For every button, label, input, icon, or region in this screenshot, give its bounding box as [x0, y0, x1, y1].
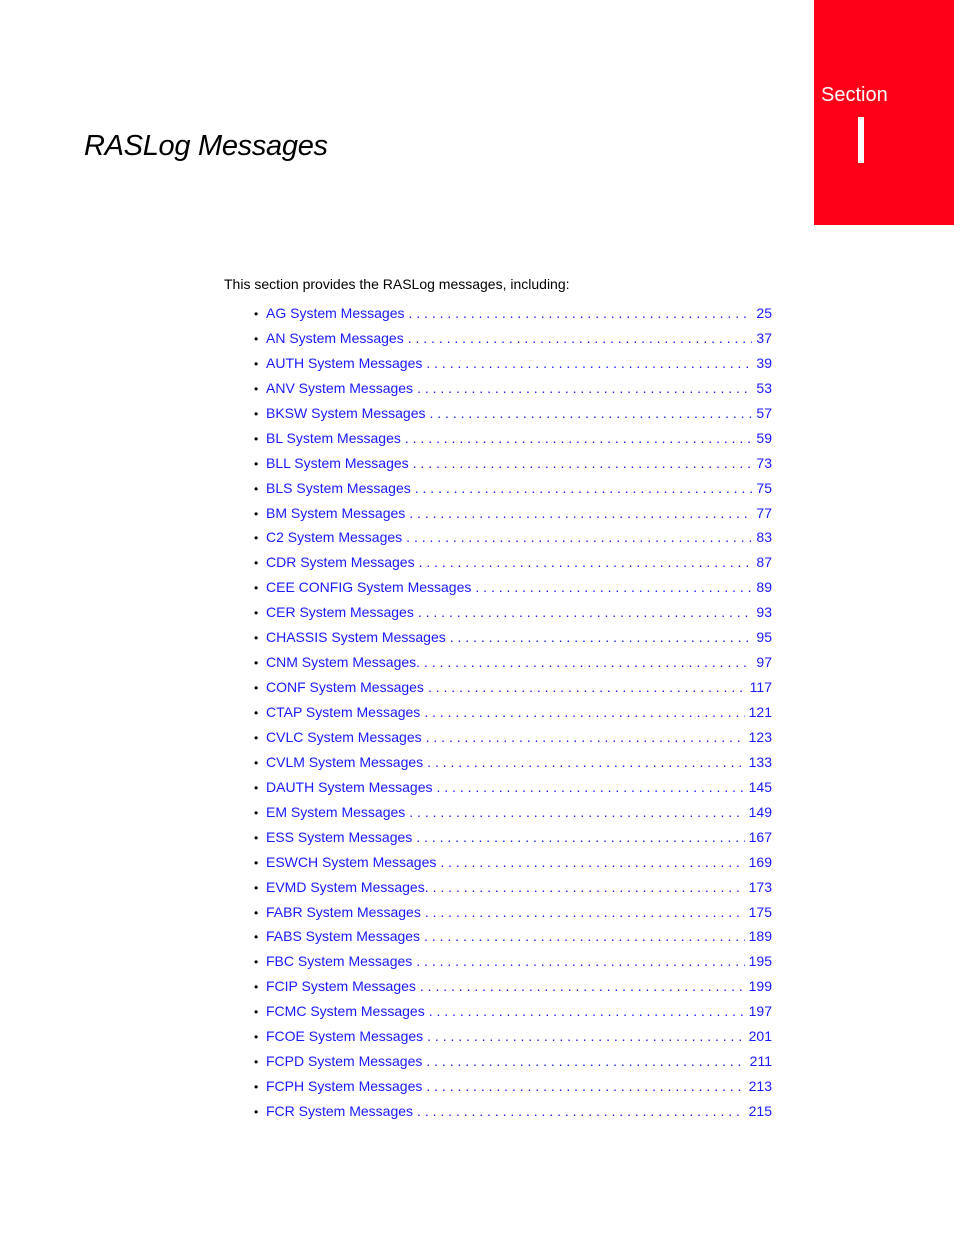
- dot-leader: [415, 478, 753, 498]
- bullet-icon: •: [254, 855, 259, 870]
- toc-link[interactable]: DAUTH System Messages: [266, 778, 433, 795]
- dot-leader: [424, 926, 745, 946]
- toc-link[interactable]: CVLC System Messages: [266, 728, 422, 745]
- toc-page-number[interactable]: 59: [756, 429, 772, 446]
- toc-link[interactable]: BLL System Messages: [266, 454, 409, 471]
- toc-item[interactable]: [254, 702, 772, 727]
- toc-item[interactable]: [254, 902, 772, 927]
- toc-item[interactable]: [254, 478, 772, 503]
- toc-item[interactable]: [254, 677, 772, 702]
- bullet-icon: •: [254, 456, 259, 471]
- dot-leader: [419, 552, 753, 572]
- toc-page-number[interactable]: 39: [756, 354, 772, 371]
- toc-page-number[interactable]: 75: [756, 479, 772, 496]
- toc-list: [254, 303, 772, 1126]
- bullet-icon: •: [254, 506, 259, 521]
- toc-page-number[interactable]: 211: [749, 1053, 772, 1070]
- dot-leader: [426, 1076, 744, 1096]
- bullet-icon: •: [254, 1055, 259, 1070]
- toc-link[interactable]: FCPD System Messages: [266, 1053, 423, 1070]
- bullet-icon: •: [254, 805, 259, 820]
- toc-item[interactable]: [254, 752, 772, 777]
- toc-item[interactable]: [254, 328, 772, 353]
- toc-link[interactable]: CEE CONFIG System Messages: [266, 579, 472, 596]
- toc-item[interactable]: [254, 802, 772, 827]
- toc-item[interactable]: [254, 552, 772, 577]
- toc-link[interactable]: ESWCH System Messages: [266, 853, 437, 870]
- toc-item[interactable]: [254, 303, 772, 328]
- toc-link[interactable]: EVMD System Messages.: [266, 878, 429, 895]
- dot-leader: [475, 577, 752, 597]
- intro-text: This section provides the RASLog messages, including:: [224, 276, 570, 292]
- toc-link[interactable]: FCOE System Messages: [266, 1028, 424, 1045]
- bullet-icon: •: [254, 706, 259, 720]
- bullet-icon: •: [254, 830, 259, 845]
- toc-item[interactable]: [254, 428, 772, 453]
- dot-leader: [409, 503, 752, 523]
- bullet-icon: •: [254, 481, 259, 496]
- toc-page-number[interactable]: 173: [748, 878, 772, 895]
- toc-link[interactable]: FABS System Messages: [266, 928, 421, 945]
- bullet-icon: •: [254, 356, 259, 371]
- toc-item[interactable]: [254, 627, 772, 652]
- toc-link[interactable]: BKSW System Messages: [266, 404, 426, 421]
- toc-item[interactable]: [254, 1076, 772, 1101]
- toc-item[interactable]: [254, 378, 772, 403]
- toc-item[interactable]: [254, 453, 772, 478]
- toc-page-number[interactable]: 145: [748, 778, 772, 795]
- bullet-icon: •: [254, 381, 259, 396]
- bullet-icon: •: [254, 730, 259, 745]
- toc-page-number[interactable]: 213: [748, 1078, 772, 1095]
- bullet-icon: •: [254, 905, 259, 920]
- dot-leader: [405, 428, 753, 448]
- toc-page-number[interactable]: 87: [756, 554, 772, 571]
- bullet-icon: •: [254, 631, 259, 646]
- toc-item[interactable]: [254, 852, 772, 877]
- bullet-icon: •: [254, 681, 259, 696]
- bullet-icon: •: [254, 307, 259, 321]
- bullet-icon: •: [254, 406, 259, 421]
- toc-page-number[interactable]: 25: [756, 305, 772, 321]
- toc-item[interactable]: [254, 353, 772, 378]
- toc-page-number[interactable]: 95: [756, 629, 772, 646]
- dot-leader: [427, 752, 744, 772]
- bullet-icon: •: [254, 531, 259, 546]
- toc-page-number[interactable]: 195: [748, 953, 772, 970]
- toc-item[interactable]: [254, 1051, 772, 1076]
- toc-link[interactable]: AUTH System Messages: [266, 354, 423, 371]
- bullet-icon: •: [254, 1080, 259, 1095]
- toc-item[interactable]: [254, 1101, 772, 1126]
- dot-leader: [413, 453, 753, 473]
- bullet-icon: •: [254, 780, 259, 795]
- dot-leader: [406, 527, 752, 547]
- toc-page-number[interactable]: 77: [756, 504, 772, 521]
- toc-item[interactable]: [254, 503, 772, 528]
- toc-item[interactable]: [254, 577, 772, 602]
- toc-link[interactable]: BL System Messages: [266, 429, 401, 446]
- bullet-icon: •: [254, 581, 259, 596]
- toc-item[interactable]: [254, 403, 772, 428]
- section-number-glyph: [858, 117, 864, 163]
- dot-leader: [450, 627, 753, 647]
- toc-page-number[interactable]: 73: [756, 454, 772, 471]
- toc-page-number[interactable]: 89: [756, 579, 772, 596]
- toc-page-number[interactable]: 121: [748, 704, 772, 720]
- dot-leader: [416, 827, 744, 847]
- bullet-icon: •: [254, 880, 259, 895]
- toc-link[interactable]: FCMC System Messages: [266, 1003, 425, 1020]
- toc-page-number[interactable]: 215: [748, 1103, 772, 1119]
- toc-link[interactable]: CDR System Messages: [266, 554, 415, 571]
- dot-leader: [427, 1026, 744, 1046]
- toc-item[interactable]: [254, 926, 772, 951]
- toc-link[interactable]: BLS System Messages: [266, 479, 411, 496]
- dot-leader: [418, 602, 753, 622]
- toc-link[interactable]: AG System Messages: [266, 305, 405, 321]
- dot-leader: [426, 727, 745, 747]
- toc-page-number[interactable]: 57: [756, 404, 772, 421]
- toc-link[interactable]: CTAP System Messages: [266, 704, 421, 720]
- bullet-icon: •: [254, 930, 259, 945]
- dot-leader: [425, 902, 745, 922]
- dot-leader: [409, 303, 753, 323]
- dot-leader: [436, 777, 744, 797]
- toc-item[interactable]: [254, 777, 772, 802]
- toc-link[interactable]: FCR System Messages: [266, 1103, 414, 1119]
- toc-page-number[interactable]: 175: [748, 903, 772, 920]
- toc-page-number[interactable]: 93: [756, 604, 772, 621]
- section-tab: [814, 0, 954, 225]
- toc-link[interactable]: FCPH System Messages: [266, 1078, 423, 1095]
- toc-link[interactable]: BM System Messages: [266, 504, 406, 521]
- toc-link[interactable]: CER System Messages: [266, 604, 414, 621]
- toc-page-number[interactable]: 197: [748, 1003, 772, 1020]
- dot-leader: [416, 951, 744, 971]
- dot-leader: [429, 1001, 745, 1021]
- dot-leader: [417, 1101, 745, 1121]
- section-label: Section: [821, 84, 888, 106]
- toc-link[interactable]: FBC System Messages: [266, 953, 413, 970]
- toc-link[interactable]: CNM System Messages.: [266, 654, 421, 671]
- dot-leader: [420, 976, 745, 996]
- bullet-icon: •: [254, 1030, 259, 1045]
- toc-page-number[interactable]: 201: [748, 1028, 772, 1045]
- toc-link[interactable]: EM System Messages: [266, 803, 406, 820]
- bullet-icon: •: [254, 331, 259, 346]
- toc-link[interactable]: C2 System Messages: [266, 529, 403, 546]
- dot-leader: [440, 852, 744, 872]
- toc-item[interactable]: [254, 1001, 772, 1026]
- toc-item[interactable]: [254, 1026, 772, 1051]
- toc-item[interactable]: [254, 602, 772, 627]
- dot-leader: [408, 328, 753, 348]
- bullet-icon: •: [254, 606, 259, 621]
- toc-link[interactable]: CHASSIS System Messages: [266, 629, 446, 646]
- toc-link[interactable]: ANV System Messages: [266, 379, 414, 396]
- bullet-icon: •: [254, 556, 259, 571]
- toc-link[interactable]: ESS System Messages: [266, 828, 413, 845]
- toc-link[interactable]: FABR System Messages: [266, 903, 421, 920]
- bullet-icon: •: [254, 431, 259, 446]
- toc-item[interactable]: [254, 727, 772, 752]
- toc-page-number[interactable]: 37: [756, 329, 772, 346]
- toc-page-number[interactable]: 133: [748, 753, 772, 770]
- toc-item[interactable]: [254, 877, 772, 902]
- dot-leader: [433, 877, 745, 897]
- bullet-icon: •: [254, 955, 259, 970]
- bullet-icon: •: [254, 980, 259, 995]
- toc-link[interactable]: FCIP System Messages: [266, 978, 416, 995]
- dot-leader: [426, 353, 752, 373]
- bullet-icon: •: [254, 1005, 259, 1020]
- toc-link[interactable]: AN System Messages: [266, 329, 404, 346]
- dot-leader: [409, 802, 744, 822]
- toc-item[interactable]: [254, 652, 772, 677]
- dot-leader: [424, 702, 744, 722]
- toc-item[interactable]: [254, 951, 772, 976]
- toc-page-number[interactable]: 149: [748, 803, 772, 820]
- toc-page-number[interactable]: 97: [756, 654, 772, 671]
- page-title: RASLog Messages: [84, 130, 328, 162]
- dot-leader: [428, 677, 746, 697]
- toc-page-number[interactable]: 53: [756, 379, 772, 396]
- bullet-icon: •: [254, 656, 259, 671]
- toc-page-number[interactable]: 189: [748, 928, 772, 945]
- dot-leader: [424, 652, 752, 672]
- toc-page-number[interactable]: 167: [748, 828, 772, 845]
- toc-link[interactable]: CVLM System Messages: [266, 753, 424, 770]
- toc-item[interactable]: [254, 976, 772, 1001]
- bullet-icon: •: [254, 1105, 259, 1119]
- toc-page-number[interactable]: 199: [748, 978, 772, 995]
- toc-page-number[interactable]: 123: [748, 728, 772, 745]
- toc-page-number[interactable]: 83: [756, 529, 772, 546]
- toc-item[interactable]: [254, 527, 772, 552]
- dot-leader: [426, 1051, 745, 1071]
- dot-leader: [430, 403, 753, 423]
- toc-item[interactable]: [254, 827, 772, 852]
- toc-page-number[interactable]: 117: [749, 679, 772, 696]
- dot-leader: [417, 378, 752, 398]
- bullet-icon: •: [254, 755, 259, 770]
- toc-link[interactable]: CONF System Messages: [266, 679, 424, 696]
- toc-page-number[interactable]: 169: [748, 853, 772, 870]
